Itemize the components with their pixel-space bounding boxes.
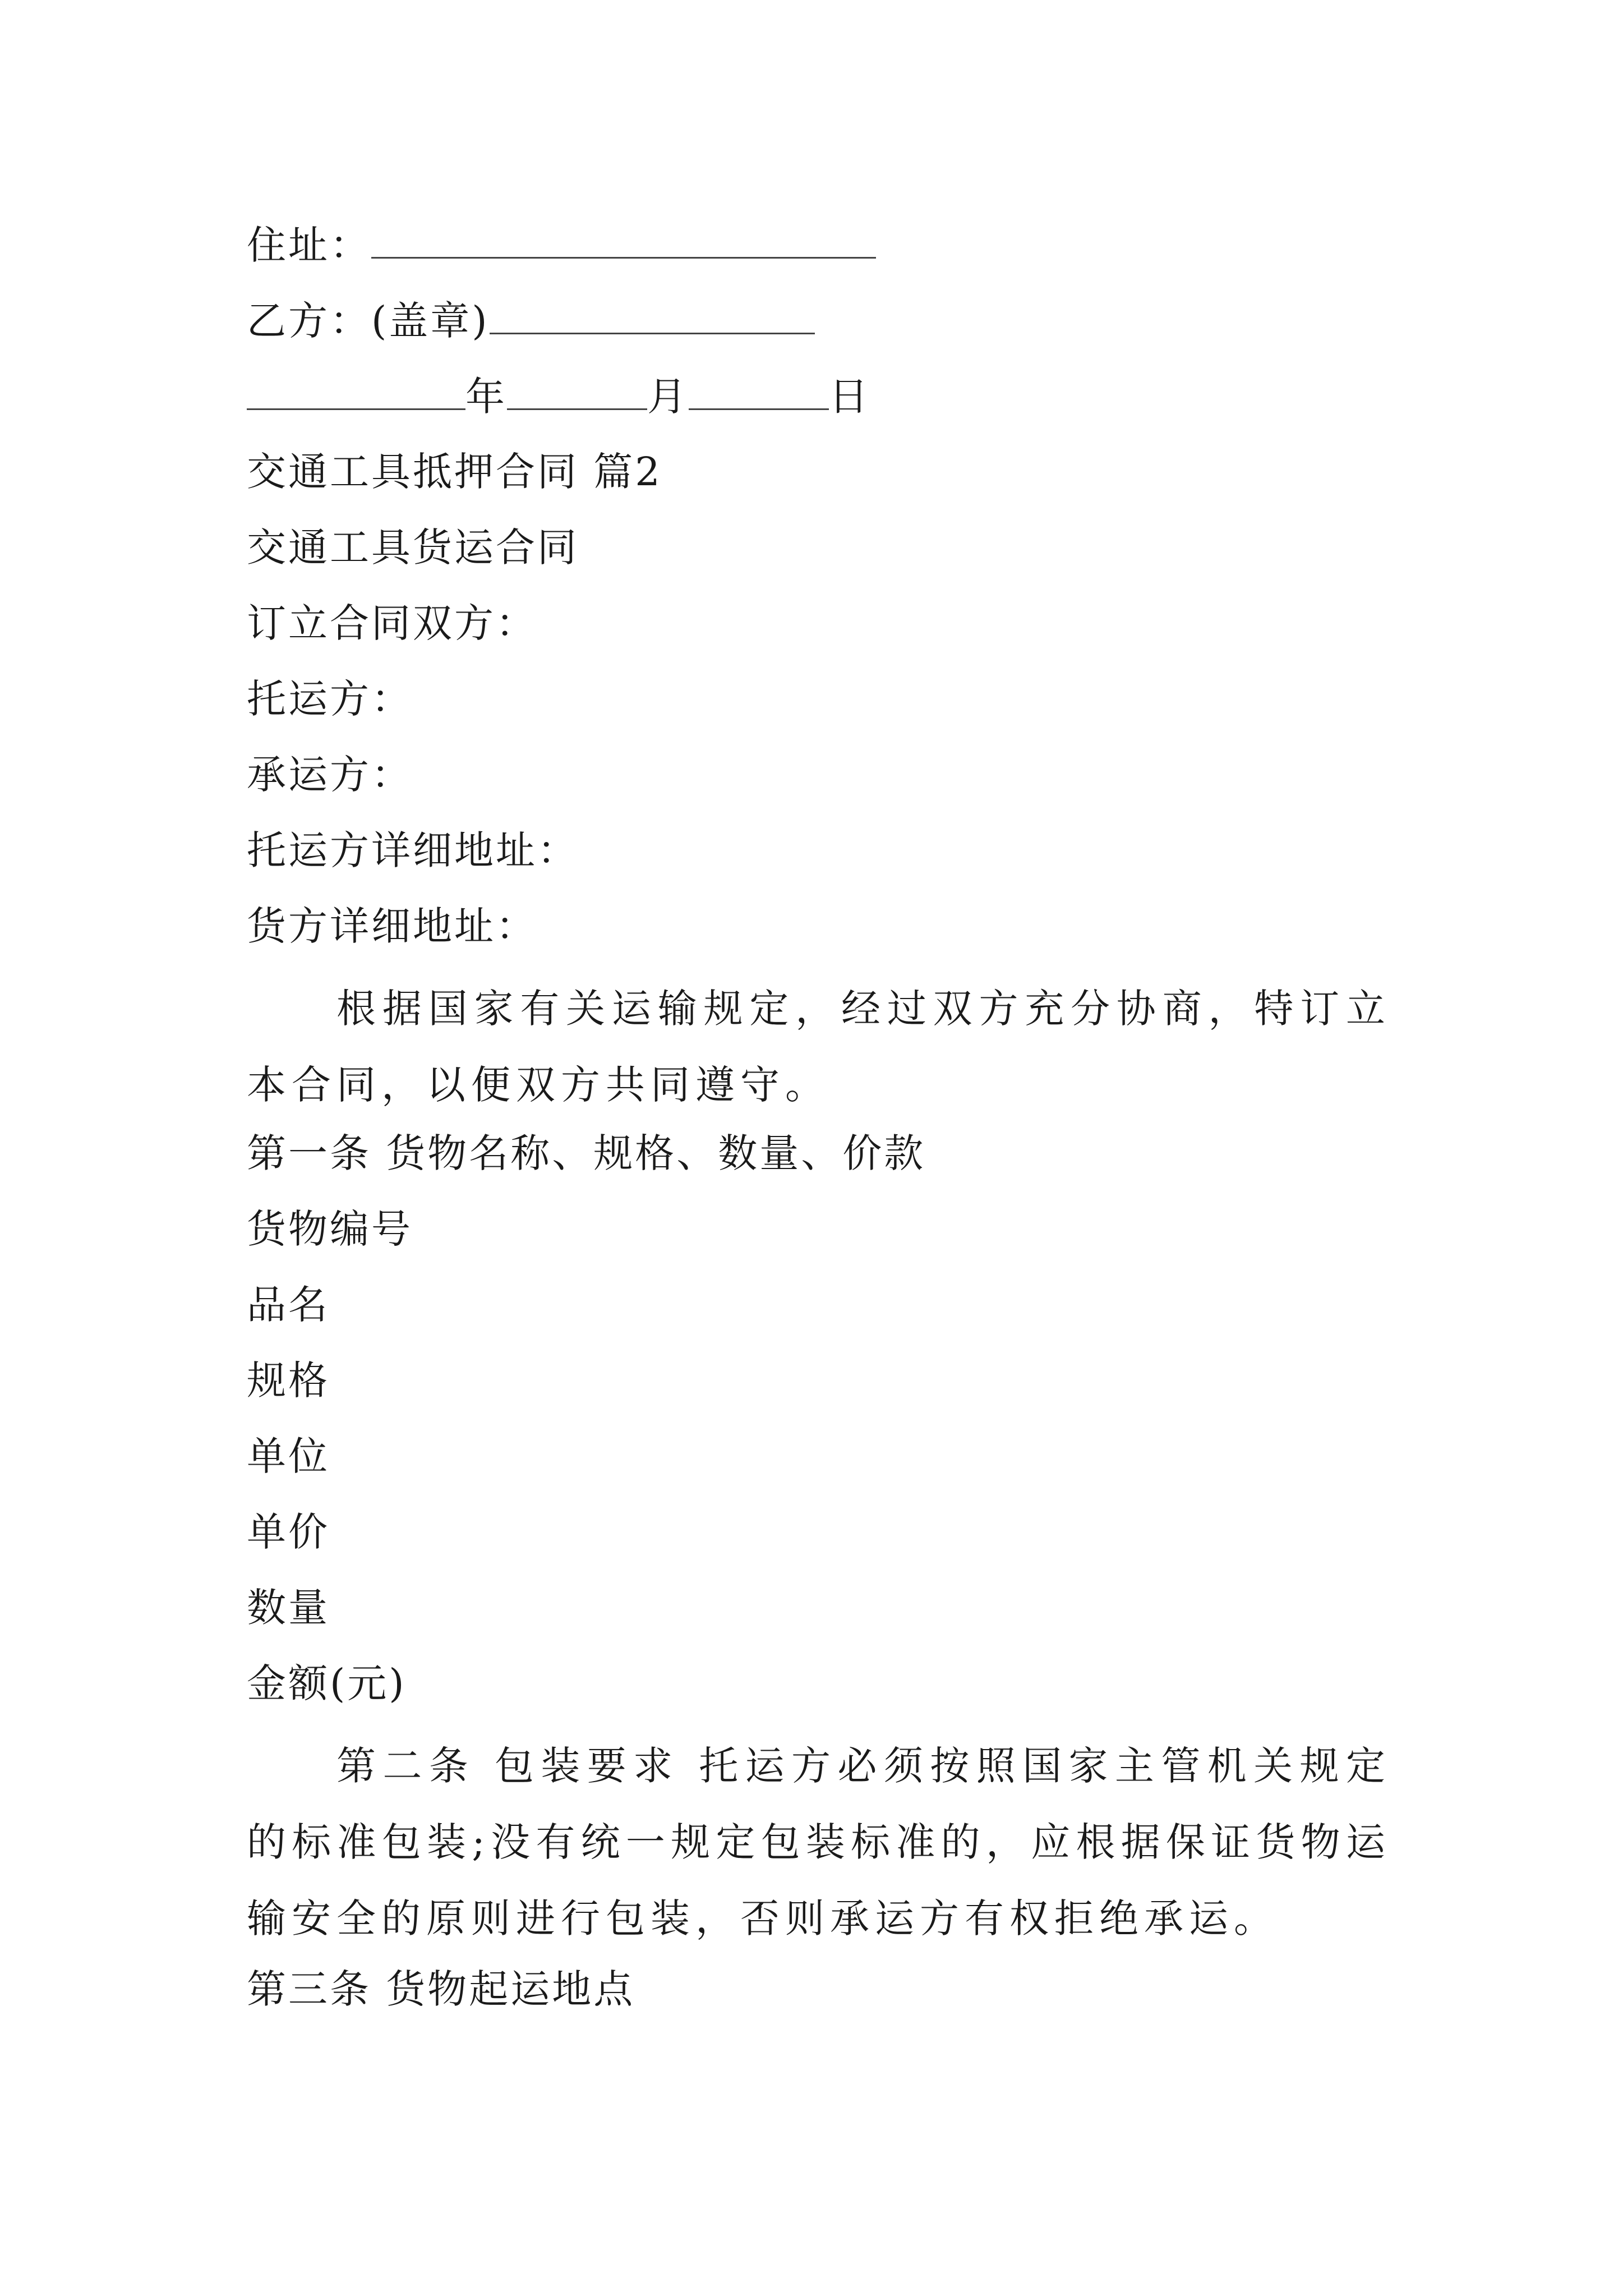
date-line bbox=[247, 369, 1380, 424]
section-title: 交通工具抵押合同 篇2 bbox=[247, 449, 662, 495]
date-month-label: 月 bbox=[647, 374, 689, 420]
party-b-label: 乙方：(盖章) bbox=[247, 298, 490, 344]
year-blank bbox=[247, 369, 465, 410]
party-b-blank bbox=[490, 293, 815, 334]
item-name-field: 品名 bbox=[247, 1282, 330, 1328]
date-day-label: 日 bbox=[829, 374, 870, 420]
address-line bbox=[247, 218, 1380, 272]
carrier-label: 承运方： bbox=[247, 752, 413, 798]
item-unit-field: 单位 bbox=[247, 1433, 330, 1479]
item-spec-field: 规格 bbox=[247, 1358, 330, 1404]
parties-label: 订立合同双方： bbox=[247, 600, 537, 646]
address-blank bbox=[371, 218, 876, 259]
article-1-heading: 第一条 货物名称、规格、数量、价款 bbox=[247, 1130, 926, 1176]
shipper-address-label: 托运方详细地址： bbox=[247, 827, 579, 873]
item-number-field: 货物编号 bbox=[247, 1206, 413, 1252]
preamble-paragraph: 根据国家有关运输规定，经过双方充分协商，特订立本合同，以便双方共同遵守。 bbox=[247, 986, 1391, 1108]
day-blank bbox=[689, 369, 829, 410]
article-3-heading: 第三条 货物起运地点 bbox=[247, 1966, 635, 2012]
item-amount-field: 金额(元) bbox=[247, 1660, 407, 1706]
contract-title: 交通工具货运合同 bbox=[247, 524, 579, 570]
address-label: 住址： bbox=[247, 222, 371, 268]
shipper-label: 托运方： bbox=[247, 676, 413, 722]
month-blank bbox=[507, 369, 647, 410]
article-2-paragraph: 第二条 包装要求 托运方必须按照国家主管机关规定的标准包装;没有统一规定包装标准的，应根据保证货物运输安全的原则进行包装，否则承运方有权拒绝承运。 bbox=[247, 1743, 1391, 1941]
item-quantity-field: 数量 bbox=[247, 1585, 330, 1631]
item-unit-price-field: 单价 bbox=[247, 1509, 330, 1555]
party-b-line bbox=[247, 293, 1380, 348]
date-year-label: 年 bbox=[465, 374, 507, 420]
consignee-address-label: 货方详细地址： bbox=[247, 903, 537, 949]
